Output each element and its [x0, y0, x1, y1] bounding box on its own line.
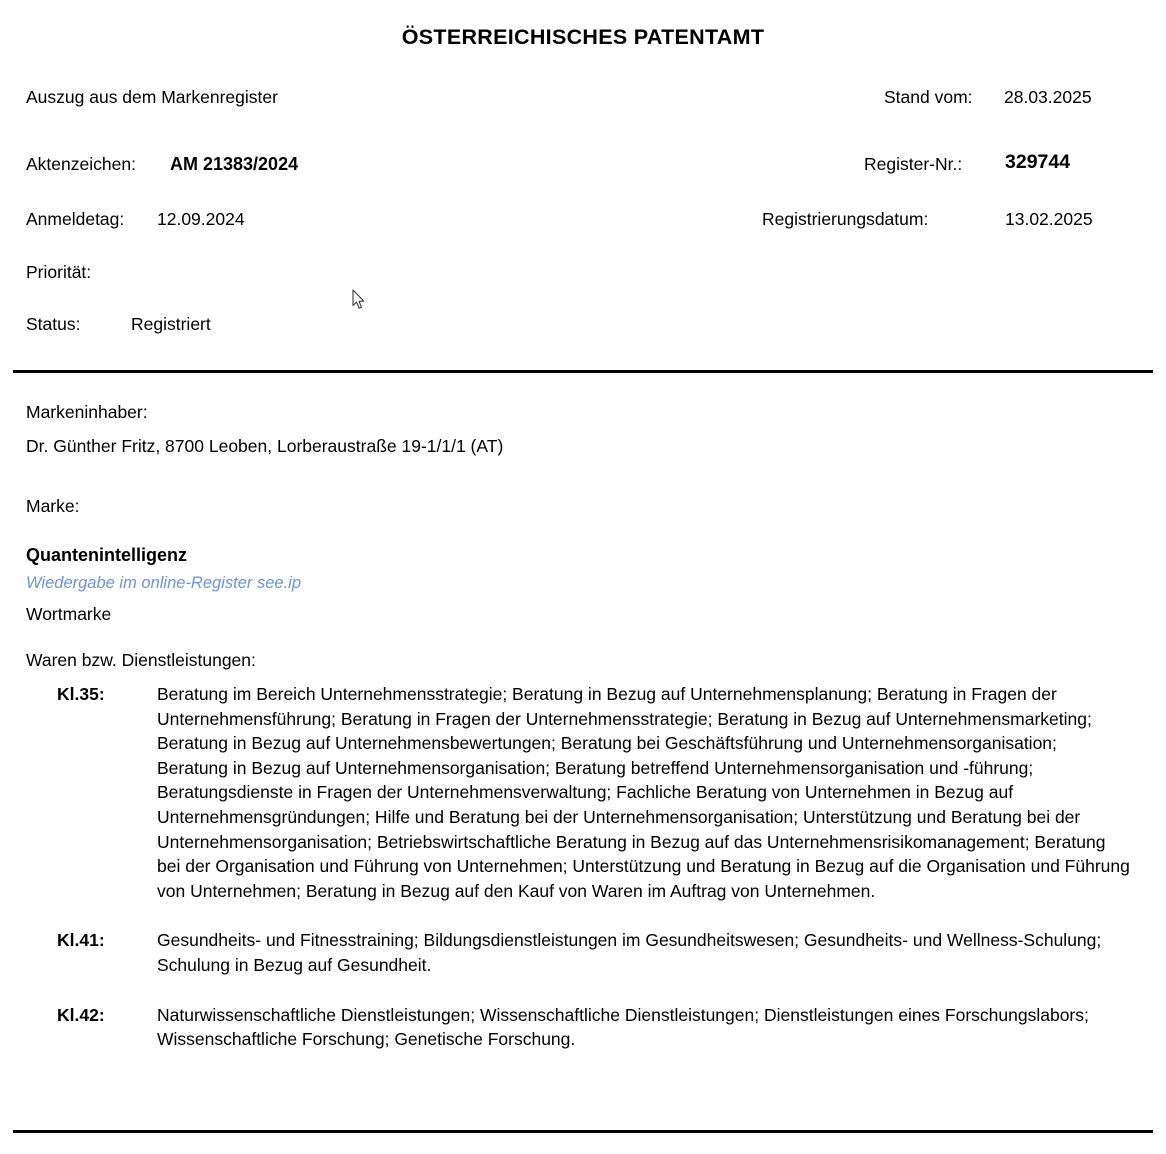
- class-description: Beratung im Bereich Unternehmensstrategie; Beratung in Bezug auf Unternehmensplanung; Beratung in Fragen der Unternehmensführung; Beratung in Fragen der Unternehmensstrategie; Beratung in Bezug auf Unternehmensmarketing; Beratung in Bezug auf Unternehmensbewertungen; Beratung bei Geschäftsführung und Unternehmensorganisation; Beratung in Bezug auf Unternehmensorganisation; Beratung betreffend Unternehmensorganisation und -führung; Beratungsdienste in Fragen der Unternehmensverwaltung; Fachliche Beratung von Unternehmen in Bezug auf Unternehmensgründungen; Hilfe und Beratung bei der Unternehmensorganisation; Unterstützung und Beratung bei der Unternehmensorganisation; Betriebswirtschaftliche Beratung in Bezug auf das Unternehmensrisikomanagement; Beratung bei der Organisation und Führung von Unternehmen; Unterstützung und Beratung in Bezug auf die Organisation und Führung von Unternehmen; Beratung in Bezug auf den Kauf von Waren im Auftrag von Unternehmen.: [157, 684, 1130, 901]
- owner-value: Dr. Günther Fritz, 8700 Leoben, Lorberaustraße 19-1/1/1 (AT): [26, 436, 504, 456]
- goods-services-heading: Waren bzw. Dienstleistungen:: [26, 650, 256, 670]
- status-date-label: Stand vom:: [884, 87, 973, 107]
- document-subtitle: Auszug aus dem Markenregister: [26, 87, 278, 107]
- priority-label: Priorität:: [26, 262, 92, 282]
- class-description: Gesundheits- und Fitnesstraining; Bildungsdienstleistungen im Gesundheitswesen; Gesundheits- und Wellness-Schulung; Schulung in Bezug auf Gesundheit.: [157, 930, 1102, 975]
- registration-date-label: Registrierungsdatum:: [762, 209, 929, 229]
- goods-services-list: [57, 682, 1137, 1077]
- goods-services-class-row: [57, 928, 1137, 977]
- register-number-value: 329744: [1005, 151, 1071, 173]
- online-register-link[interactable]: Wiedergabe im online-Register see.ip: [26, 574, 301, 592]
- mouse-arrow-cursor-icon: [352, 289, 366, 310]
- page-title: ÖSTERREICHISCHES PATENTAMT: [401, 25, 765, 49]
- status-date-value: 28.03.2025: [1004, 87, 1092, 107]
- class-description: Naturwissenschaftliche Dienstleistungen; Wissenschaftliche Dienstleistungen; Dienstleistungen eines Forschungslabors; Wissenschaftliche Forschung; Genetische Forschung.: [157, 1004, 1089, 1050]
- class-code: Kl.42:: [57, 1004, 105, 1025]
- goods-services-class-row: [57, 1003, 1137, 1052]
- class-code: Kl.35:: [57, 684, 105, 704]
- mark-name: Quantenintelligenz: [26, 545, 188, 565]
- application-date-value: 12.09.2024: [157, 209, 245, 229]
- owner-label: Markeninhaber:: [26, 402, 148, 422]
- status-label: Status:: [26, 314, 81, 334]
- class-code: Kl.41:: [57, 930, 105, 951]
- application-date-label: Anmeldetag:: [26, 209, 125, 229]
- mark-label: Marke:: [26, 496, 80, 516]
- file-number-label: Aktenzeichen:: [26, 154, 136, 174]
- file-number-value: AM 21383/2024: [170, 154, 299, 174]
- section-divider-bottom: [13, 1130, 1153, 1133]
- goods-services-class-row: [57, 682, 1137, 903]
- mark-type: Wortmarke: [26, 604, 112, 624]
- register-number-label: Register-Nr.:: [864, 154, 963, 174]
- status-value: Registriert: [131, 314, 211, 334]
- section-divider-top: [13, 370, 1153, 373]
- registration-date-value: 13.02.2025: [1005, 209, 1093, 229]
